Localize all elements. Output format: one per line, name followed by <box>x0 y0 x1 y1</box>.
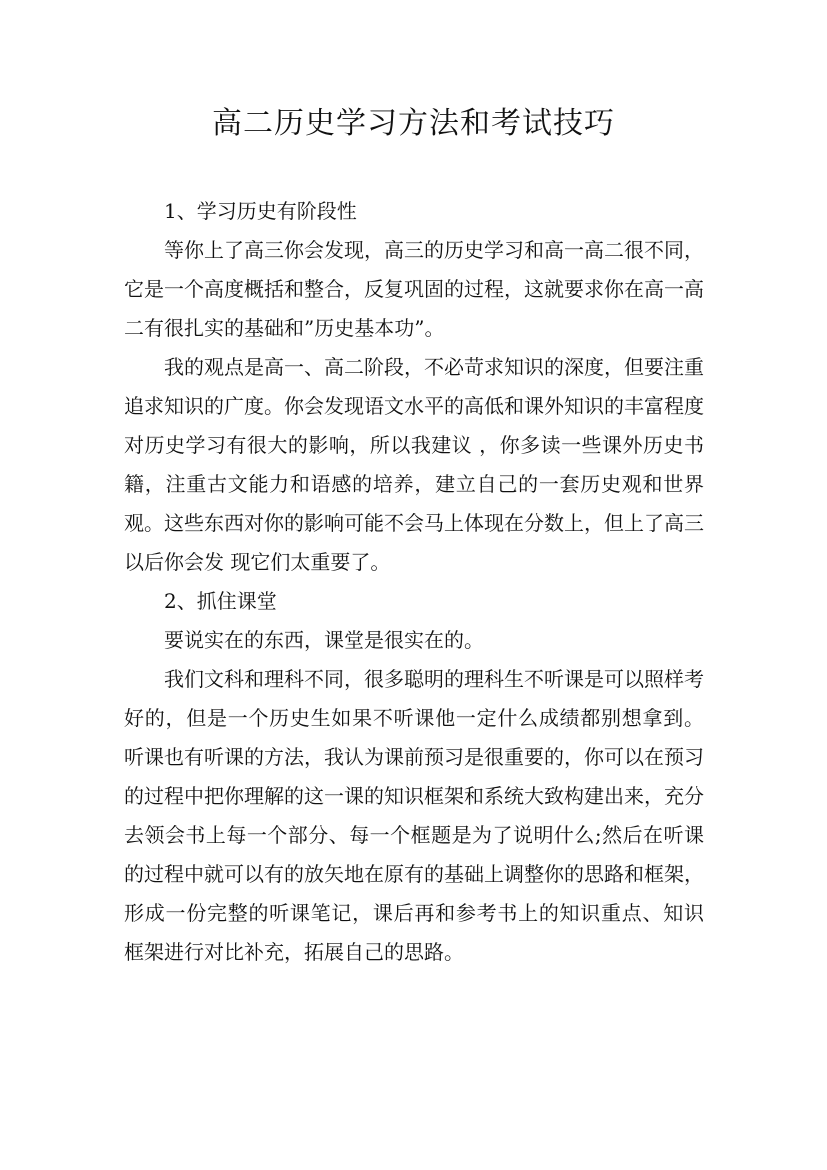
paragraph: 等你上了高三你会发现，高三的历史学习和高一高二很不同，它是一个高度概括和整合，反复巩固的过程，这就要求你在高一高二有很扎实的基础和”历史基本功”。 <box>124 238 704 340</box>
document-body <box>124 192 704 972</box>
section-heading-2: 2、抓住课堂 <box>164 589 277 613</box>
paragraph: 我们文科和理科不同，很多聪明的理科生不听课是可以照样考好的，但是一个历史生如果不听课他一定什么成绩都别想拿到。 听课也有听课的方法，我认为课前预习是很重要的，你可以在预习的过程中把你理解的这一课的知识框架和系统大致构建出来，充分去领会书上每一个部分、每一个框题是为了说明什么;然后在听课的过程中就可以有的放矢地在原有的基础上调整你的思路和框架，形成一份完整的听课笔记，课后再和参考书上的知识重点、知识 框架进行对比补充，拓展自己的思路。 <box>124 667 704 964</box>
paragraph: 要说实在的东西，课堂是很实在的。 <box>164 628 484 652</box>
section-heading-1: 1、学习历史有阶段性 <box>164 199 357 223</box>
document-title: 高二历史学习方法和考试技巧 <box>212 106 615 141</box>
paragraph: 我的观点是高一、高二阶段，不必苛求知识的深度，但要注重追求知识的广度。你会发现语文水平的高低和课外知识的丰富程度对历史学习有很大的影响，所以我建议 ，你多读一些课外历史书籍，注重古文能力和语感的培养，建立自己的一套历史观和世界观。这些东西对你的影响可能不会马上体现在分数上，但上了高三以后你会发 现它们太重要了。 <box>124 355 704 574</box>
